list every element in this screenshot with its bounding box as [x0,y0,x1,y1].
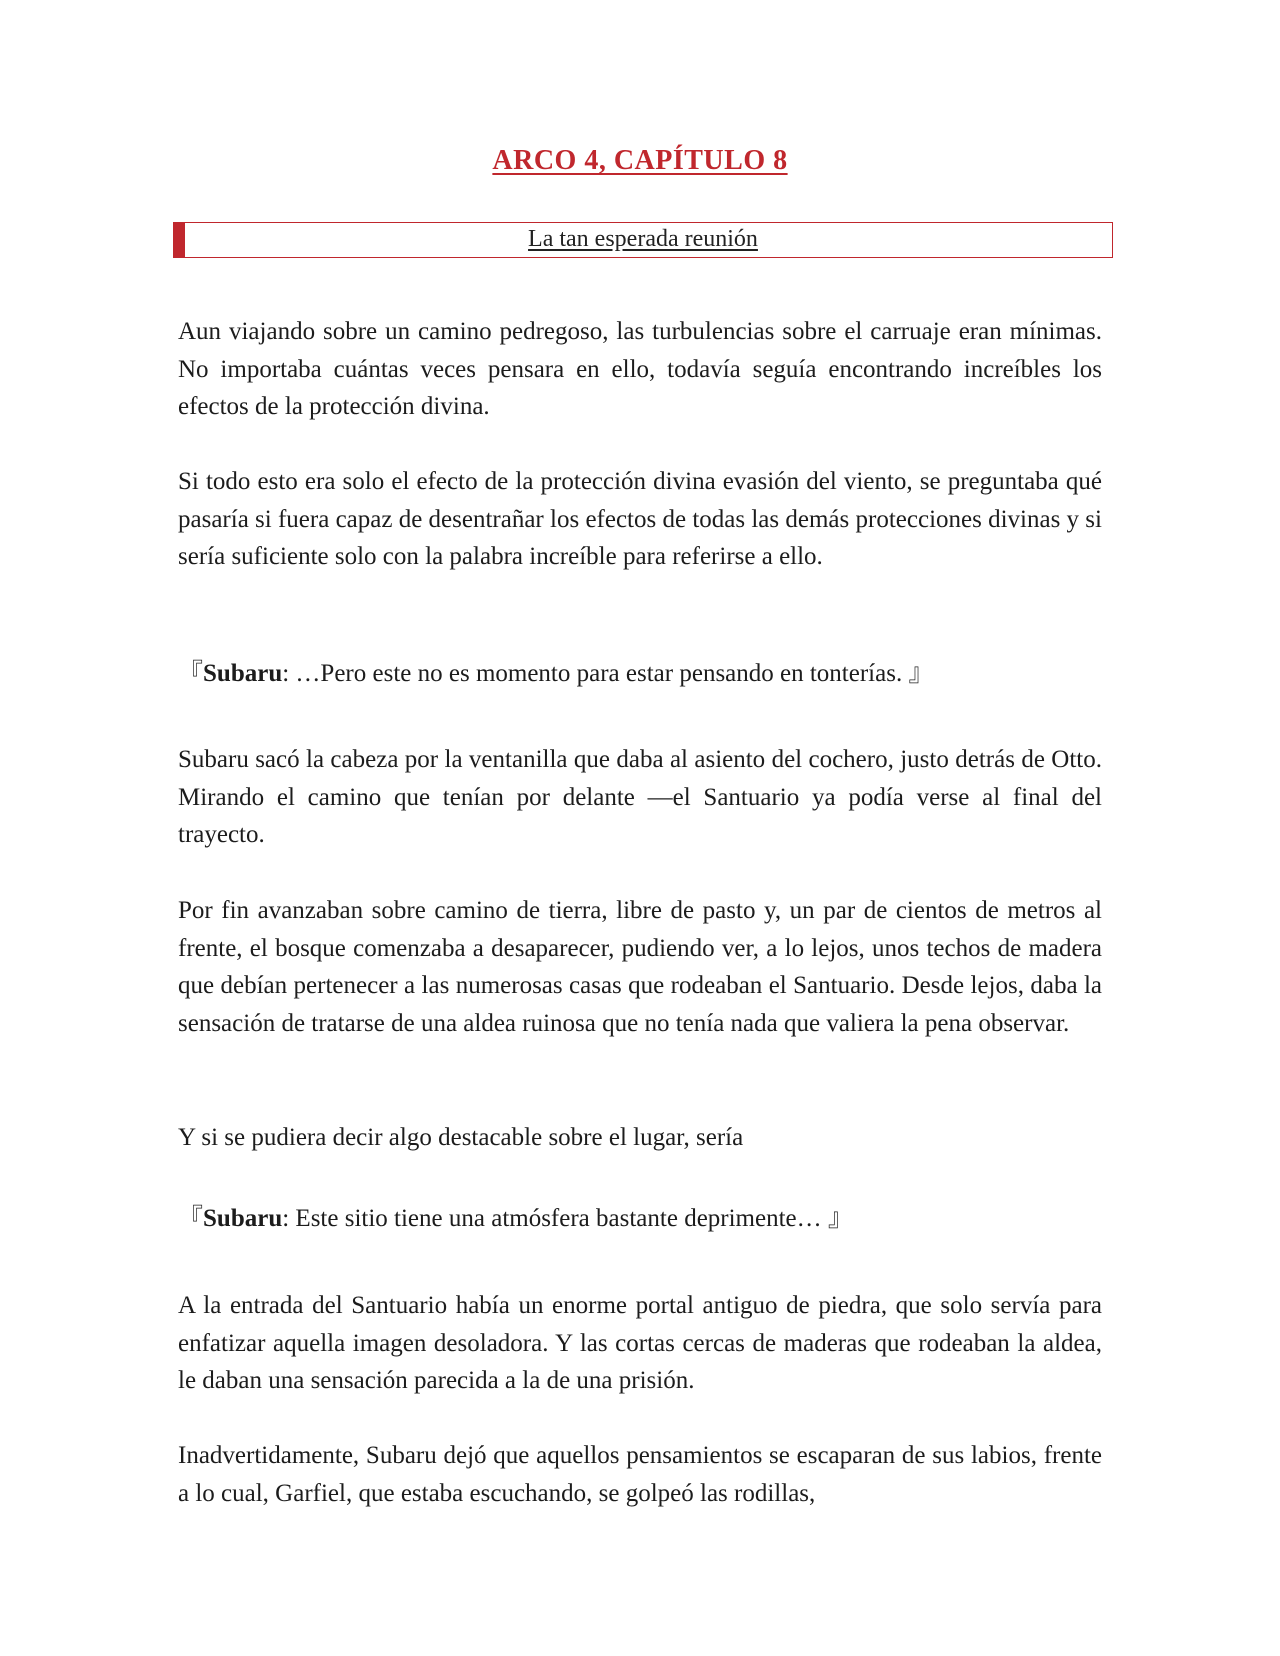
dialogue-open-quote: 『 [178,660,204,687]
dialogue-close-quote: 』 [908,660,934,687]
paragraph: Inadvertidamente, Subaru dejó que aquellos pensamientos se escaparan de sus labios, frente a lo cual, Garfiel, que estaba escuchando, se golpeó las rodillas, [178,1442,1102,1507]
subtitle-box [173,222,1113,258]
dialogue-text: : Este sitio tiene una atmósfera bastante deprimente… [282,1205,828,1232]
dialogue-line [178,1200,1102,1238]
dialogue-speaker: Subaru [203,660,283,687]
paragraph: Por fin avanzaban sobre camino de tierra, libre de pasto y, un par de cientos de metros al frente, el bosque comenzaba a desaparecer, pudiendo ver, a lo lejos, unos techos de madera que debían pertenecer a las numerosas casas que rodeaban el Santuario. Desde lejos, daba la sensación de tratarse de una aldea ruinosa que no tenía nada que valiera la pena observar. [178,897,1102,1038]
dialogue-speaker: Subaru [203,1205,283,1232]
chapter-subtitle: La tan esperada reunión [528,226,758,252]
dialogue-line [178,655,1102,693]
dialogue-text: : …Pero este no es momento para estar pensando en tonterías. [282,660,909,687]
paragraph: Y si se pudiera decir algo destacable sobre el lugar, sería [178,1124,744,1151]
paragraph: Aun viajando sobre un camino pedregoso, las turbulencias sobre el carruaje eran mínimas. No importaba cuántas veces pensara en ello, todavía seguía encontrando increíbles los efectos de la protección divina. [178,318,1102,421]
paragraph: Si todo esto era solo el efecto de la protección divina evasión del viento, se preguntaba qué pasaría si fuera capaz de desentrañar los efectos de todas las demás protecciones divinas y si sería suficiente solo con la palabra increíble para referirse a ello. [178,468,1102,571]
dialogue-close-quote: 』 [827,1205,853,1232]
paragraph: A la entrada del Santuario había un enorme portal antiguo de piedra, que solo servía para enfatizar aquella imagen desoladora. Y las cortas cercas de maderas que rodeaban la aldea, le daban una sensación parecida a la de una prisión. [178,1292,1102,1395]
paragraph: Subaru sacó la cabeza por la ventanilla que daba al asiento del cochero, justo detrás de Otto. Mirando el camino que tenían por delante —el Santuario ya podía verse al final del trayecto. [178,746,1102,849]
dialogue-open-quote: 『 [178,1205,204,1232]
chapter-title: ARCO 4, CAPÍTULO 8 [492,145,788,176]
